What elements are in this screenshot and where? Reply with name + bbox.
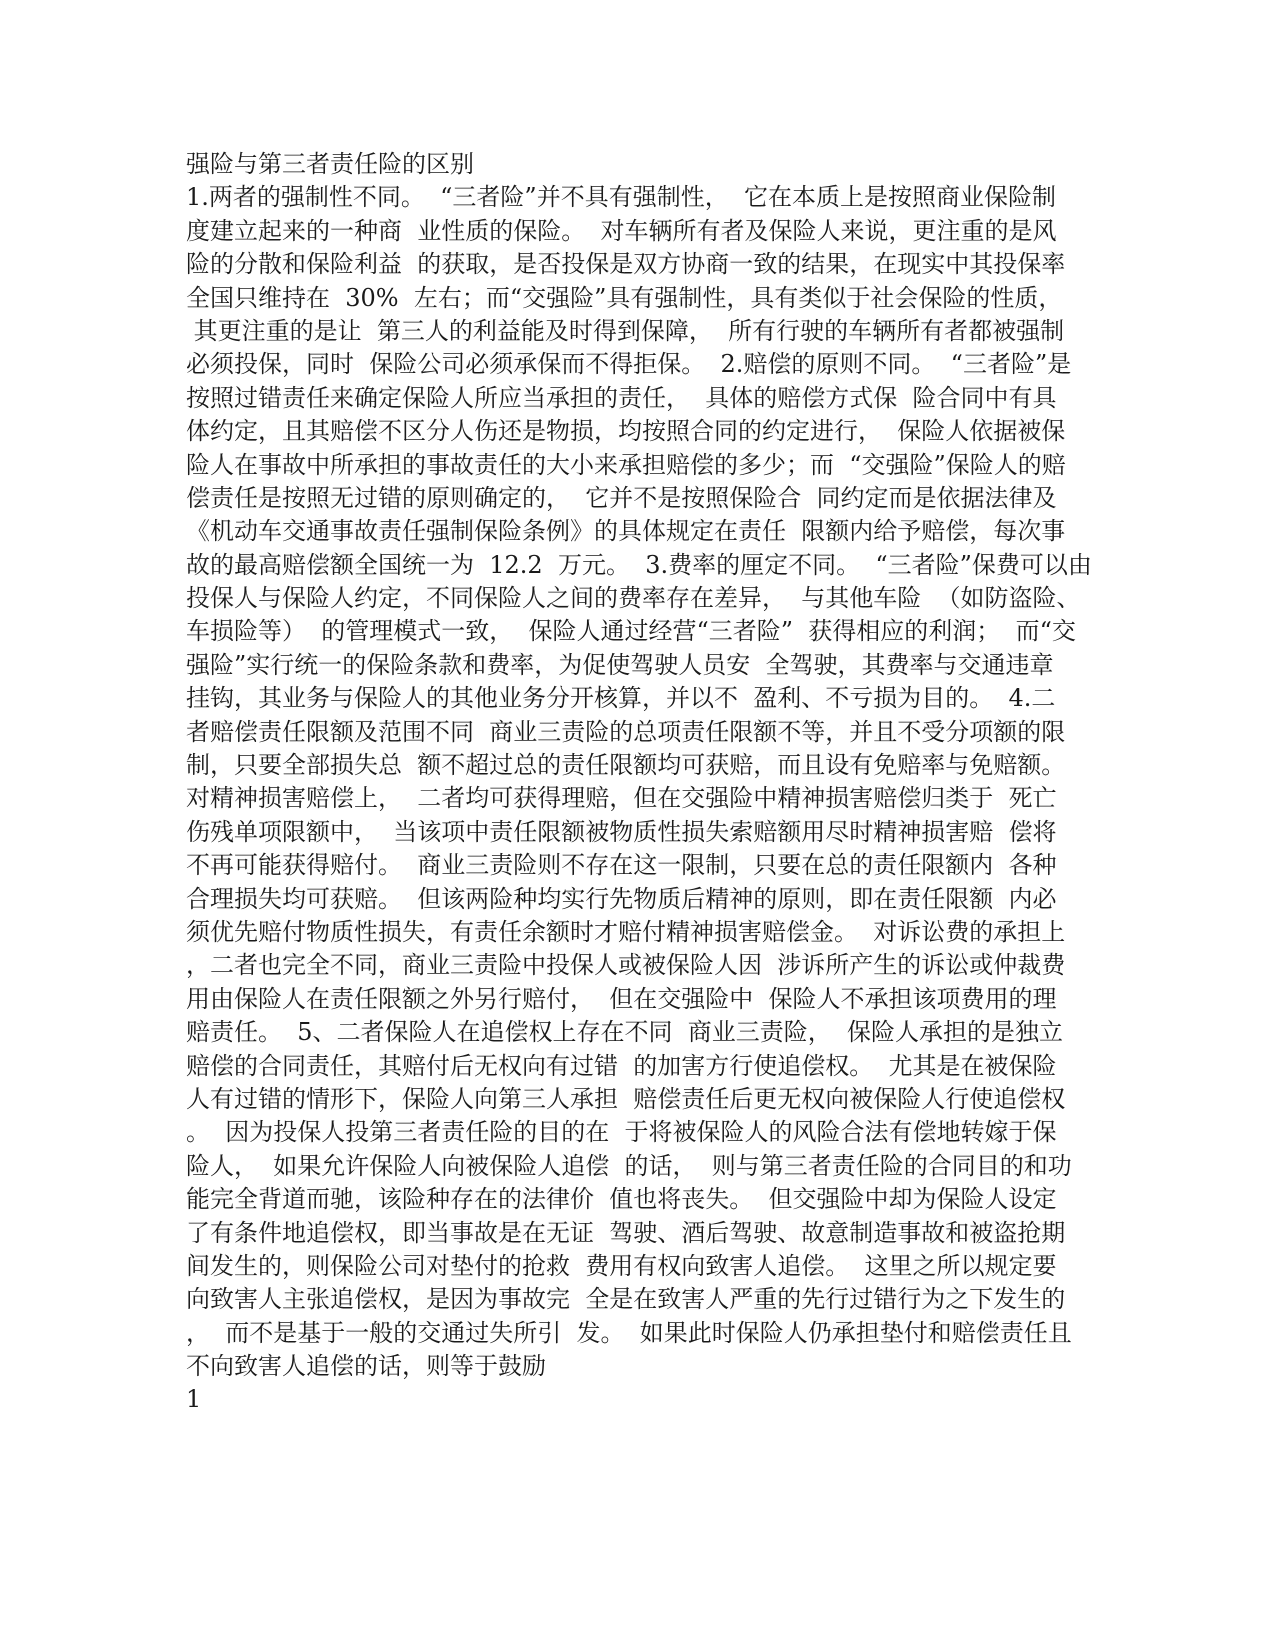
paragraph-text [186,181,1092,1383]
text-line: ， 而不是基于一般的交通过失所引 发。 如果此时保险人仍承担垫付和赔偿责任且 [186,1318,1072,1347]
text-line: 必须投保，同时 保险公司必须承保而不得拒保。 2.赔偿的原则不同。 “三者险”是 [186,350,1072,379]
text-line: 《机动车交通事故责任强制保险条例》的具体规定在责任 限额内给予赔偿，每次事 [186,517,1066,546]
text-line: 车损险等） 的管理模式一致， 保险人通过经营“三者险” 获得相应的利润； 而“交 [186,617,1076,646]
text-line: 制，只要全部损失总 额不超过总的责任限额均可获赔，而且设有免赔率与免赔额。 [186,751,1066,780]
text-line: 偿责任是按照无过错的原则确定的， 它并不是按照保险合 同约定而是依据法律及 [186,483,1057,512]
text-line: 者赔偿责任限额及范围不同 商业三责险的总项责任限额不等，并且不受分项额的限 [186,717,1066,746]
text-line: 对精神损害赔偿上， 二者均可获得理赔，但在交强险中精神损害赔偿归类于 死亡 [186,784,1057,813]
text-line: 伤残单项限额中， 当该项中责任限额被物质性损失索赔额用尽时精神损害赔 偿将 [186,817,1057,846]
text-line: 赔偿的合同责任，其赔付后无权向有过错 的加害方行使追偿权。 尤其是在被保险 [186,1051,1057,1080]
text-line: 挂钩，其业务与保险人的其他业务分开核算，并以不 盈利、不亏损为目的。 4.二 [186,684,1056,713]
text-line: 强险”实行统一的保险条款和费率，为促使驾驶人员安 全驾驶，其费率与交通违章 [186,650,1054,679]
text-line: 险的分散和保险利益 的获取，是否投保是双方协商一致的结果，在现实中其投保率 [186,250,1066,279]
text-line: 险人在事故中所承担的事故责任的大小来承担赔偿的多少；而 “交强险”保险人的赔 [186,450,1066,479]
text-line: 不向致害人追偿的话，则等于鼓励 [186,1352,546,1381]
text-line: 赔责任。 5、二者保险人在追偿权上存在不同 商业三责险， 保险人承担的是独立 [186,1018,1064,1047]
document-body [186,148,1092,1417]
page-number: 1 [186,1385,202,1414]
text-line: 。 因为投保人投第三者责任险的目的在 于将被保险人的风险合法有偿地转嫁于保 [186,1118,1057,1147]
text-line: 能完全背道而驰，该险种存在的法律价 值也将丧失。 但交强险中却为保险人设定 [186,1185,1057,1214]
text-line: 度建立起来的一种商 业性质的保险。 对车辆所有者及保险人来说，更注重的是风 [186,216,1057,245]
text-line: 故的最高赔偿额全国统一为 12.2 万元。 3.费率的厘定不同。 “三者险”保费可以由 [186,550,1092,579]
text-line: 合理损失均可获赔。 但该两险种均实行先物质后精神的原则，即在责任限额 内必 [186,884,1057,913]
text-line: 不再可能获得赔付。 商业三责险则不存在这一限制，只要在总的责任限额内 各种 [186,851,1057,880]
text-line: 间发生的，则保险公司对垫付的抢救 费用有权向致害人追偿。 这里之所以规定要 [186,1251,1057,1280]
text-line: 了有条件地追偿权，即当事故是在无证 驾驶、酒后驾驶、故意制造事故和被盗抢期 [186,1218,1066,1247]
document-title: 强险与第三者责任险的区别 [186,150,474,178]
text-line: 其更注重的是让 第三人的利益能及时得到保障， 所有行驶的车辆所有者都被强制 [186,316,1065,345]
text-line: 用由保险人在责任限额之外另行赔付， 但在交强险中 保险人不承担该项费用的理 [186,984,1057,1013]
text-line: 向致害人主张追偿权，是因为事故完 全是在致害人严重的先行过错行为之下发生的 [186,1285,1066,1314]
text-line: 1.两者的强制性不同。 “三者险”并不具有强制性， 它在本质上是按照商业保险制 [186,183,1056,212]
text-line: ，二者也完全不同，商业三责险中投保人或被保险人因 涉诉所产生的诉讼或仲裁费 [186,951,1066,980]
text-line: 全国只维持在 30% 左右；而“交强险”具有强制性，具有类似于社会保险的性质， [186,283,1063,312]
text-line: 须优先赔付物质性损失，有责任余额时才赔付精神损害赔偿金。 对诉讼费的承担上 [186,917,1066,946]
text-line: 险人， 如果允许保险人向被保险人追偿 的话， 则与第三者责任险的合同目的和功 [186,1151,1072,1180]
text-line: 按照过错责任来确定保险人所应当承担的责任， 具体的赔偿方式保 险合同中有具 [186,383,1057,412]
text-line: 投保人与保险人约定，不同保险人之间的费率存在差异， 与其他车险 （如防盗险、 [186,584,1081,613]
text-line: 体约定，且其赔偿不区分人伤还是物损，均按照合同的约定进行， 保险人依据被保 [186,417,1066,446]
text-line: 人有过错的情形下，保险人向第三人承担 赔偿责任后更无权向被保险人行使追偿权 [186,1084,1066,1113]
